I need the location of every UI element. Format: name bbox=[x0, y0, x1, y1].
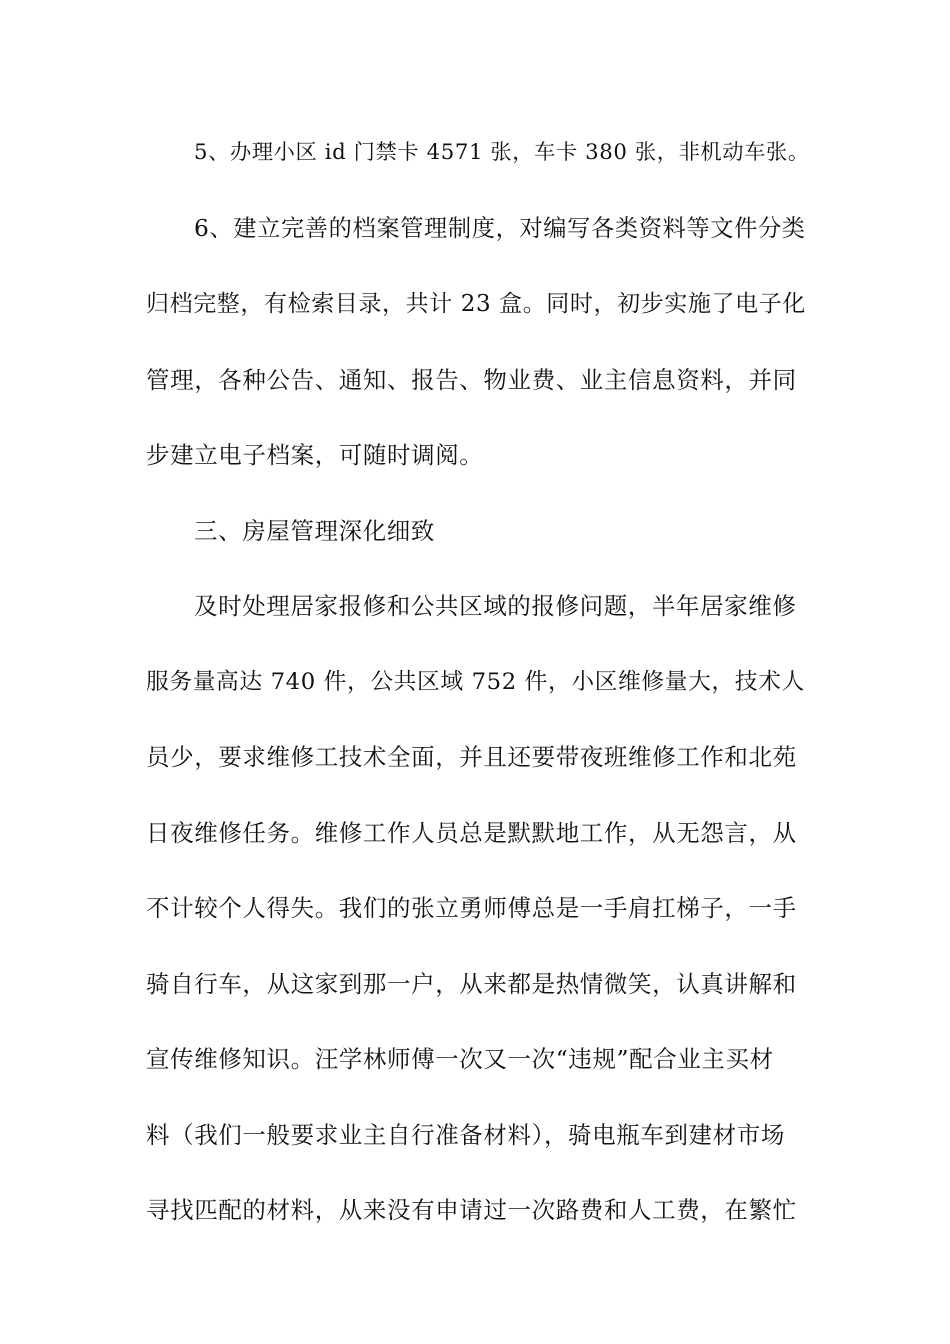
paragraph-line: 归档完整，有检索目录，共计 23 盒。同时，初步实施了电子化 bbox=[146, 291, 806, 317]
paragraph-line: 寻找匹配的材料，从来没有申请过一次路费和人工费，在繁忙 bbox=[146, 1196, 797, 1224]
paragraph-line: 步建立电子档案，可随时调阅。 bbox=[146, 441, 484, 469]
paragraph-line: 不计较个人得失。我们的张立勇师傅总是一手肩扛梯子，一手 bbox=[146, 894, 797, 922]
list-item-5-text: 5、办理小区 id 门禁卡 4571 张，车卡 380 张，非机动车张。 bbox=[194, 140, 810, 165]
list-item-6-text: 6、建立完善的档案管理制度，对编写各类资料等文件分类 bbox=[194, 214, 806, 242]
paragraph-line: 服务量高达 740 件，公共区域 752 件，小区维修量大，技术人 bbox=[146, 668, 805, 695]
document-body bbox=[146, 130, 810, 1263]
paragraph-line: 骑自行车，从这家到那一户，从来都是热情微笑，认真讲解和 bbox=[146, 969, 797, 998]
section-heading: 三、房屋管理深化细致 bbox=[194, 516, 435, 545]
paragraph-line: 料（我们一般要求业主自行准备材料），骑电瓶车到建材市场 bbox=[146, 1120, 785, 1149]
paragraph-line: 宣传维修知识。汪学林师傅一次又一次“违规”配合业主买材 bbox=[146, 1045, 774, 1073]
paragraph-line: 员少，要求维修工技术全面，并且还要带夜班维修工作和北苑 bbox=[146, 743, 797, 771]
paragraph-line: 及时处理居家报修和公共区域的报修问题，半年居家维修 bbox=[194, 592, 797, 620]
paragraph-line: 管理，各种公告、通知、报告、物业费、业主信息资料，并同 bbox=[146, 365, 797, 394]
paragraph-line: 日夜维修任务。维修工作人员总是默默地工作，从无怨言，从 bbox=[146, 818, 797, 847]
